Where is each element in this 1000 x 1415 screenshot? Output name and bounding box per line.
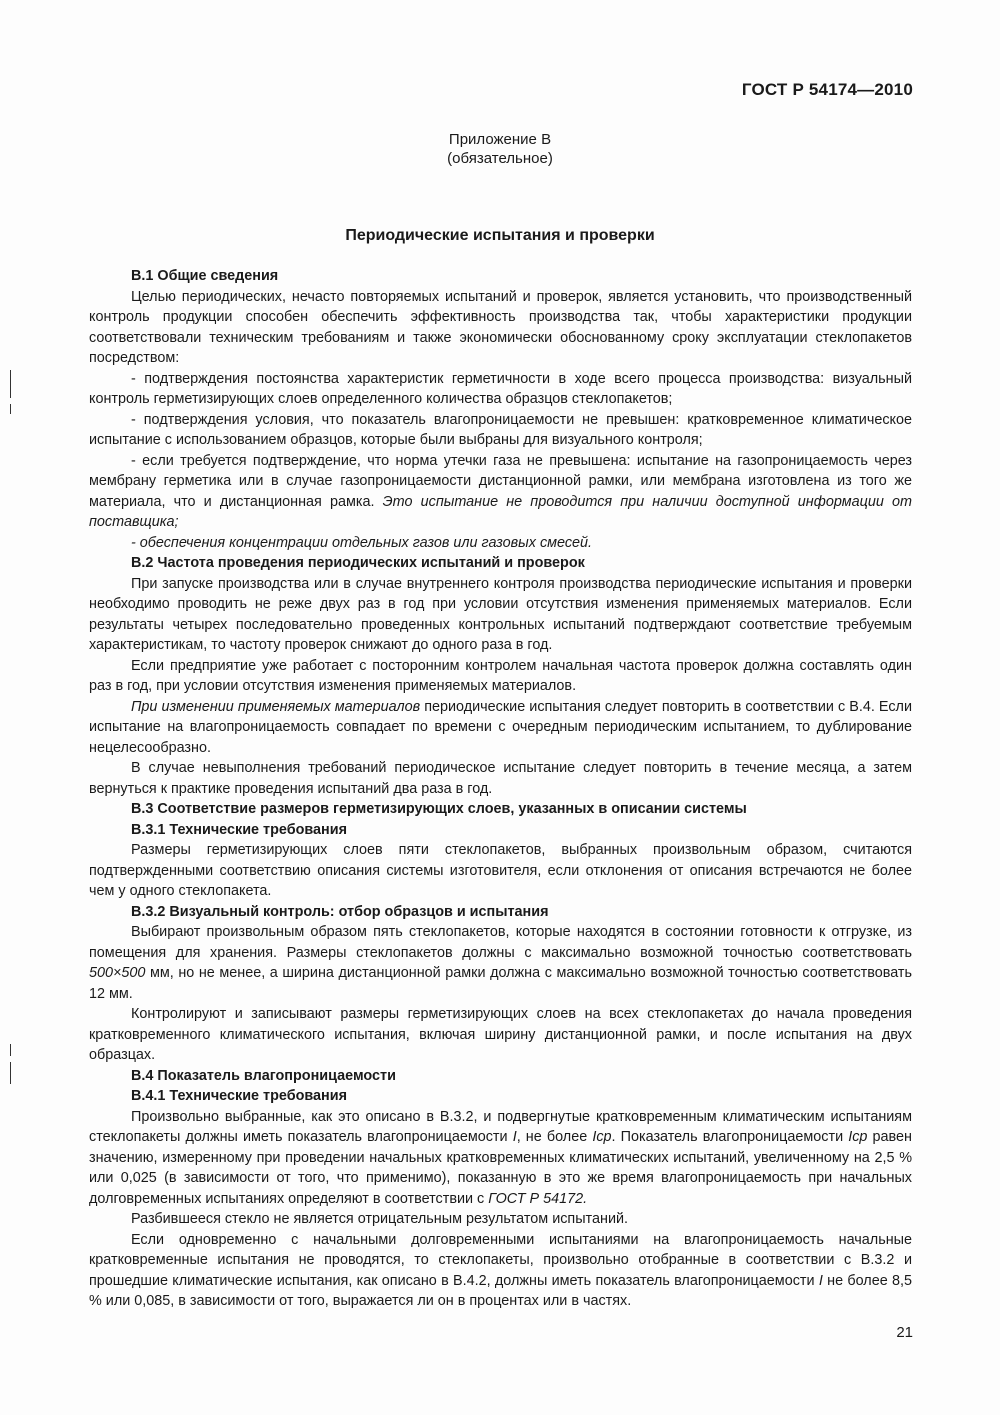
paragraph: [89, 697, 912, 759]
symbol-i: I: [512, 1129, 517, 1145]
paragraph: [89, 1230, 912, 1312]
section-b1-item: - обеспечения концентрации отдельных газов или газовых смесей.: [131, 534, 593, 551]
paragraph-text: Произвольно выбранные, как это описано в В.3.2, и подвергнутые кратковременным климатическим испытаниям стеклопакеты должны иметь показатель влагопроницаемости: [89, 1108, 912, 1145]
section-b3-heading: В.3 Соответствие размеров герметизирующих слоев, указанных в описании системы: [131, 801, 747, 817]
paragraph: При запуске производства или в случае внутреннего контроля производства периодические испытания и проверки необходимо проводить не реже двух раз в год при условии отсутствия изменения применяемых материалов. Если результаты четырех последовательно проведенных контрольных испытаний подтверждают соответствие требуемым характеристикам, то частоту проверок снижают до одного раза в год.: [89, 575, 912, 653]
section-b1-item: [89, 451, 912, 533]
paragraph-text: не более 8,5 % или 0,085, в зависимости от того, выражается ли он в процентах или в частях.: [89, 1272, 912, 1309]
annex-title: Приложение В: [448, 131, 552, 148]
document-body: [89, 266, 912, 1312]
annex-status: (обязательное): [447, 150, 553, 167]
paragraph-text: мм, но не менее, а ширина дистанционной рамки должна с максимально возможной точностью соответствовать 12 мм.: [89, 965, 912, 1002]
subsection-heading: В.3.1 Технические требования: [131, 821, 347, 838]
paragraph-text: Выбирают произвольным образом пять стеклопакетов, которые находятся в состоянии готовности к отгрузке, из помещения для хранения. Размеры стеклопакетов должны с максимально возможной точностью соответствовать: [89, 924, 912, 961]
symbol-i: I: [818, 1272, 823, 1289]
section-b1-intro: Целью периодических, нечасто повторяемых испытаний и проверок, является установить, что производственный контроль продукции способен обеспечить эффективность производства так, чтобы характеристики продукции соответствовали техническим требованиям и также экономически обоснованному сроку эксплуатации стеклопакетов посредством:: [89, 288, 912, 366]
section-b4-heading: В.4 Показатель влагопроницаемости: [131, 1067, 396, 1084]
section-b1-item: - подтверждения постоянства характеристик герметичности в ходе всего процесса производства: визуальный контроль герметизирующих слоев определенного количества образцов стеклопакетов;: [89, 370, 912, 407]
emphasis: При изменении применяемых материалов: [131, 698, 421, 715]
document-code: ГОСТ Р 54174—2010: [741, 80, 913, 99]
page-title: Периодические испытания и проверки: [345, 227, 655, 244]
revision-bar: [10, 370, 11, 398]
revision-bar: [10, 404, 11, 414]
subsection-heading: В.4.1 Технические требования: [131, 1088, 347, 1104]
subsection-heading: В.3.2 Визуальный контроль: отбор образцов и испытания: [131, 903, 549, 920]
paragraph: [89, 1107, 912, 1210]
paragraph: Если предприятие уже работает с посторонним контролем начальная частота проверок должна составлять один раз в год, при условии отсутствия изменения применяемых материалов.: [89, 657, 912, 694]
paragraph-text: равен значению, измеренному при проведении начальных кратковременных климатических испытаний, увеличенному на 2,5 % или 0,025 (в зависимости от того, что применимо), показанную в это же время влагопроницаемость при начальных долговременных испытаниях определяют в соответствии с: [89, 1129, 912, 1207]
dimension-value: 500×500: [89, 965, 146, 981]
paragraph-text: , не более: [516, 1129, 593, 1145]
paragraph: Контролируют и записывают размеры герметизирующих слоев на всех стеклопакетах до начала проведения кратковременного климатического испытания, включая ширину дистанционной рамки, и после испытания на двух образцах.: [89, 1006, 912, 1063]
item-note: Это испытание не проводится при наличии доступной информации от поставщика;: [89, 493, 912, 530]
revision-bar: [10, 1044, 11, 1056]
page-number: 21: [896, 1324, 913, 1341]
section-b1-heading: В.1 Общие сведения: [131, 268, 279, 284]
revision-bar: [10, 1062, 11, 1084]
paragraph-text: . Показатель влагопроницаемости: [611, 1129, 849, 1145]
item-text: - если требуется подтверждение, что норма утечки газа не превышена: испытание на газопроницаемость через мембрану герметика или в случае газопроницаемости дистанционной рамки, или мембрана изготовлена из того же материала, что и дистанционная рамка.: [89, 452, 912, 510]
symbol-icp: Iср: [848, 1129, 868, 1145]
paragraph: В случае невыполнения требований периодическое испытание следует повторить в течение месяца, а затем вернуться к практике проведения испытаний два раза в год.: [89, 760, 912, 797]
paragraph: Размеры герметизирующих слоев пяти стеклопакетов, выбранных произвольным образом, считаются подтвержденными соответствию описания системы изготовителя, если отклонения от описания встречаются не более чем у одного стеклопакета.: [89, 842, 912, 899]
paragraph-text: Если одновременно с начальными долговременными испытаниями на влагопроницаемость начальные кратковременные испытания не проводятся, то стеклопакеты, произвольно отобранные в соответствии с В.3.2 и прошедшие климатические испытания, как описано в В.4.2, должны иметь показатель влагопроницаемости: [89, 1231, 912, 1289]
section-b2-heading: В.2 Частота проведения периодических испытаний и проверок: [131, 555, 585, 571]
paragraph: [89, 922, 912, 1004]
standard-reference: ГОСТ Р 54172.: [488, 1190, 588, 1207]
paragraph-text: периодические испытания следует повторить в соответствии с В.4. Если испытание на влагопроницаемость совпадает по времени с очередным периодическим испытанием, то дублирование нецелесообразно.: [89, 698, 912, 756]
paragraph: Разбившееся стекло не является отрицательным результатом испытаний.: [131, 1211, 629, 1227]
section-b1-item: - подтверждения условия, что показатель влагопроницаемости не превышен: кратковременное климатическое испытание с использованием образцов, которые были выбраны для визуального контроля;: [89, 411, 912, 448]
symbol-icp: Iср: [592, 1129, 612, 1145]
